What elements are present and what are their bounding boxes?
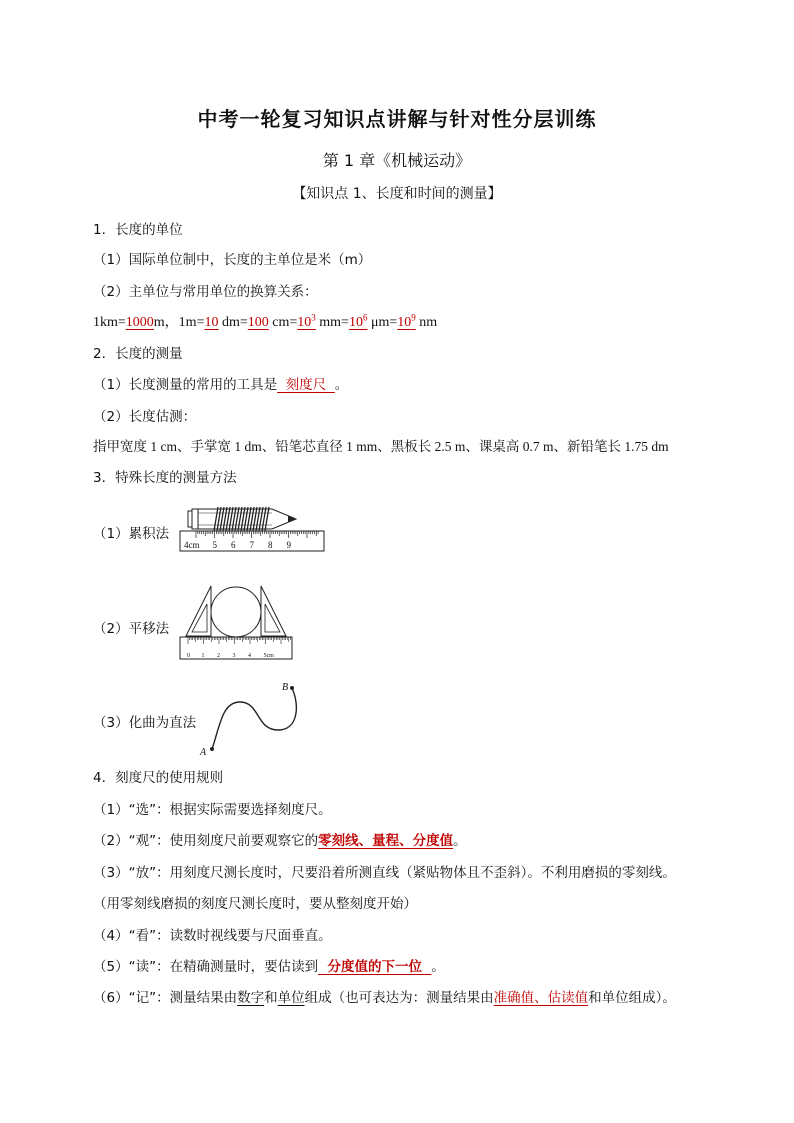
- answer-um: $10^6$: [348, 312, 368, 330]
- rule-2: （2）“观”：使用刻度尺前要观察它的零刻线、量程、分度值。: [93, 833, 467, 849]
- chapter-heading: 第 1 章《机械运动》: [322, 151, 472, 170]
- curve-start-label: A: [200, 747, 207, 758]
- rule-6: （6）“记”：测量结果由数字和单位组成（也可表达为：测量结果由准确值、估读值和单位组成）。: [93, 990, 676, 1006]
- answer-km: 1000: [125, 315, 154, 330]
- method-accumulation-label: （1）累积法: [93, 526, 170, 542]
- page-title: 中考一轮复习知识点讲解与针对性分层训练: [197, 107, 597, 131]
- rule-4: （4）“看”：读数时视线要与尺面垂直。: [93, 928, 332, 944]
- rule-1: （1）“选”：根据实际需要选择刻度尺。: [93, 802, 332, 818]
- method-curve-label: （3）化曲为直法: [93, 715, 197, 731]
- section-2-p2: （2）长度估测：: [93, 409, 197, 425]
- ruler-label: 8: [268, 540, 273, 550]
- section-2-p1: （1）长度测量的常用的工具是 刻度尺 。: [93, 377, 349, 393]
- ruler-label: 0: [187, 653, 190, 659]
- translation-diagram: [176, 580, 296, 662]
- answer-cm: 100: [247, 315, 269, 330]
- rule-3-note: （用零刻线磨损的刻度尺测长度时，要从整刻度开始）: [93, 896, 417, 912]
- ruler-label: 7: [249, 540, 254, 550]
- estimation-line: 指甲宽度 1 cm、手掌宽 1 dm、铅笔芯直径 1 mm、黑板长 2.5 m、课桌高 0.7 m、新铅笔长 1.75 dm: [93, 439, 669, 454]
- curve-diagram: [198, 678, 308, 758]
- answer-nm: $10^9$: [397, 312, 416, 330]
- rule-5: （5）“读”：在精确测量时，要估读到 分度值的下一位 。: [93, 959, 445, 975]
- ruler-label: 5: [212, 540, 217, 550]
- section-1-p1: （1）国际单位制中，长度的主单位是米（m）: [93, 252, 372, 268]
- section-2-heading: 2．长度的测量: [93, 346, 183, 362]
- answer-dm: 10: [204, 315, 219, 330]
- ruler-label: 4cm: [184, 540, 200, 550]
- accumulation-diagram: [176, 497, 328, 555]
- curve-end-label: B: [282, 682, 289, 693]
- ruler-label: 9: [286, 540, 291, 550]
- answer-observe: 零刻线、量程、分度值: [318, 833, 454, 849]
- knowledge-point-heading: 【知识点 1、长度和时间的测量】: [292, 186, 502, 202]
- ruler-label: 2: [217, 653, 220, 659]
- answer-mm: $10^3$: [297, 312, 316, 330]
- unit-conversion-line: 1km=1000m，1m=10 dm=100 $cm=10^3$ $mm=10^6$ $\mu m=10^9$ nm: [93, 312, 438, 330]
- section-3-heading: 3．特殊长度的测量方法: [93, 470, 237, 486]
- ruler-label: 4: [248, 653, 251, 659]
- ruler-label: 1: [201, 653, 205, 659]
- section-1-heading: 1．长度的单位: [93, 222, 183, 238]
- rule-3: （3）“放”：用刻度尺测长度时，尺要沿着所测直线（紧贴物体且不歪斜）。不利用磨损的零刻线。: [93, 865, 676, 881]
- ruler-label: 3: [232, 653, 236, 659]
- method-translation-label: （2）平移法: [93, 621, 170, 637]
- answer-record: 准确值、估读值: [493, 990, 589, 1006]
- answer-ruler: 刻度尺: [277, 377, 335, 393]
- section-1-p2: （2）主单位与常用单位的换算关系：: [93, 284, 318, 300]
- section-4-heading: 4．刻度尺的使用规则: [93, 770, 224, 786]
- ruler-label: 6: [231, 540, 236, 550]
- answer-estimate: 分度值的下一位: [318, 959, 432, 975]
- ruler-label: 5cm: [263, 653, 274, 659]
